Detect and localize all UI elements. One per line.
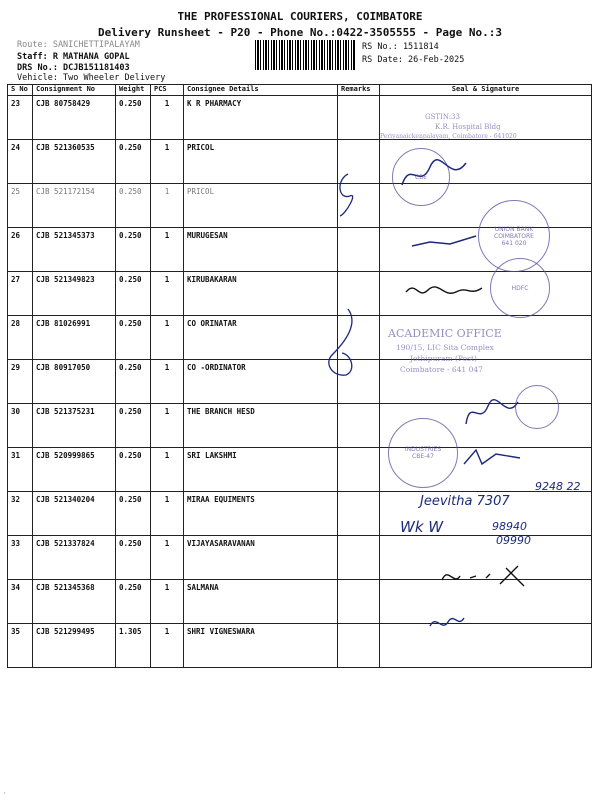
cell-consignee: MURUGESAN: [184, 228, 338, 272]
cell-consignment: CJB 521337824: [33, 536, 116, 580]
cell-pcs: 1: [151, 536, 184, 580]
cell-remarks: [338, 536, 380, 580]
company-title: THE PROFESSIONAL COURIERS, COIMBATORE: [177, 10, 423, 23]
industries-code: CBE-47: [412, 453, 434, 460]
cell-sno: 24: [8, 140, 33, 184]
academic-address: Coimbatore - 641 047: [400, 365, 483, 374]
cell-sno: 26: [8, 228, 33, 272]
signature-scribble: [404, 278, 484, 302]
cell-weight: 0.250: [116, 140, 151, 184]
cell-pcs: 1: [151, 272, 184, 316]
cell-pcs: 1: [151, 360, 184, 404]
cell-weight: 0.250: [116, 184, 151, 228]
cell-consignee: SRI LAKSHMI: [184, 448, 338, 492]
pharmacy-address-stamp: K.R. Hospital Bldg: [435, 123, 501, 131]
col-remarks: Remarks: [338, 85, 380, 96]
cell-weight: 0.250: [116, 360, 151, 404]
cell-consignment: CJB 520999865: [33, 448, 116, 492]
cell-pcs: 1: [151, 316, 184, 360]
pharmacy-address-stamp: Periyanaickenpalayam, Coimbatore - 641020: [380, 133, 517, 140]
col-consignee: Consignee Details: [184, 85, 338, 96]
pricol-stamp: CBE: [392, 148, 450, 206]
signature-scribble: [440, 562, 530, 592]
cell-sno: 29: [8, 360, 33, 404]
cell-consignee: K R PHARMACY: [184, 96, 338, 140]
col-sno: S No: [8, 85, 33, 96]
cell-consignment: CJB 521375231: [33, 404, 116, 448]
cell-weight: 0.250: [116, 536, 151, 580]
cell-pcs: 1: [151, 492, 184, 536]
cell-weight: 0.250: [116, 316, 151, 360]
staff-label: Staff: R MATHANA GOPAL: [17, 52, 130, 62]
route-label: Route: SANICHETTIPALAYAM: [17, 40, 140, 50]
col-seal-signature: Seal & Signature: [380, 85, 592, 96]
cell-remarks: [338, 228, 380, 272]
cell-remarks: [338, 448, 380, 492]
rs-date: RS Date: 26-Feb-2025: [362, 55, 465, 65]
cell-sno: 23: [8, 96, 33, 140]
cell-consignee: VIJAYASARAVANAN: [184, 536, 338, 580]
rs-number: RS No.: 1511814: [362, 42, 439, 52]
cell-pcs: 1: [151, 448, 184, 492]
handwritten-signature: Wk W: [400, 518, 444, 536]
cell-seal-signature: [380, 624, 592, 668]
cell-sno: 30: [8, 404, 33, 448]
cell-pcs: 1: [151, 624, 184, 668]
union-bank-city: COIMBATORE: [494, 232, 534, 240]
signature-scribble: [428, 612, 468, 634]
cell-weight: 0.250: [116, 448, 151, 492]
cell-sno: 34: [8, 580, 33, 624]
cell-remarks: [338, 492, 380, 536]
cell-sno: 33: [8, 536, 33, 580]
cell-consignee: THE BRANCH HESD: [184, 404, 338, 448]
remarks-mark: [334, 170, 360, 220]
barcode: [255, 40, 355, 70]
round-stamp: [515, 385, 559, 429]
handwritten-name: Jeevitha 7307: [420, 494, 510, 509]
table-row: [8, 624, 592, 668]
cell-consignee: CO ORINATAR: [184, 316, 338, 360]
col-consignment: Consignment No: [33, 85, 116, 96]
cell-consignment: CJB 521340204: [33, 492, 116, 536]
cell-sno: 35: [8, 624, 33, 668]
page-mark: ·: [3, 790, 7, 797]
cell-consignee: SHRI VIGNESWARA: [184, 624, 338, 668]
cell-weight: 0.250: [116, 580, 151, 624]
academic-address: 190/15, LIC Sita Complex: [396, 343, 494, 352]
cell-weight: 0.250: [116, 272, 151, 316]
cell-pcs: 1: [151, 96, 184, 140]
cell-consignment: CJB 521172154: [33, 184, 116, 228]
cell-sno: 28: [8, 316, 33, 360]
cell-weight: 0.250: [116, 404, 151, 448]
cell-weight: 0.250: [116, 228, 151, 272]
cell-sno: 32: [8, 492, 33, 536]
cell-weight: 0.250: [116, 96, 151, 140]
cell-consignee: SALMANA: [184, 580, 338, 624]
cell-consignee: CO -ORDINATOR: [184, 360, 338, 404]
handwritten-number: 09990: [496, 534, 531, 547]
cell-consignment: CJB 80917050: [33, 360, 116, 404]
drs-number: DRS No.: DCJB151181403: [17, 63, 130, 73]
col-pcs: PCS: [151, 85, 184, 96]
union-bank-name: UNION BANK: [494, 225, 534, 233]
cell-consignee: PRICOL: [184, 184, 338, 228]
cell-remarks: [338, 624, 380, 668]
signature-scribble: [462, 396, 522, 430]
cell-weight: 1.305: [116, 624, 151, 668]
signature-scribble: [400, 155, 470, 195]
cell-pcs: 1: [151, 228, 184, 272]
cell-pcs: 1: [151, 580, 184, 624]
cell-consignment: CJB 80758429: [33, 96, 116, 140]
cell-weight: 0.250: [116, 492, 151, 536]
table-row: [8, 316, 592, 360]
cell-consignment: CJB 521349823: [33, 272, 116, 316]
industries-stamp: [388, 418, 458, 488]
cell-consignment: CJB 521345373: [33, 228, 116, 272]
signature-scribble: [410, 228, 480, 252]
col-weight: Weight: [116, 85, 151, 96]
vehicle-label: Vehicle: Two Wheeler Delivery: [17, 73, 166, 83]
cell-remarks: [338, 404, 380, 448]
industries-name: INDUSTRIES: [404, 446, 442, 453]
cell-consignment: CJB 521299495: [33, 624, 116, 668]
union-bank-code: 641 020: [501, 239, 527, 247]
table-header: [8, 85, 592, 96]
cell-remarks: [338, 96, 380, 140]
cell-consignment: CJB 521360535: [33, 140, 116, 184]
cell-pcs: 1: [151, 184, 184, 228]
pharmacy-gstin-stamp: GSTIN:33: [425, 113, 460, 121]
cell-consignment: CJB 81026991: [33, 316, 116, 360]
cell-consignee: KIRUBAKARAN: [184, 272, 338, 316]
hdfc-stamp: HDFC: [490, 258, 550, 318]
cell-sno: 25: [8, 184, 33, 228]
cell-consignee: MIRAA EQUIMENTS: [184, 492, 338, 536]
handwritten-number: 98940: [492, 520, 527, 533]
remarks-mark: [322, 305, 362, 385]
cell-sno: 31: [8, 448, 33, 492]
cell-consignee: PRICOL: [184, 140, 338, 184]
cell-pcs: 1: [151, 140, 184, 184]
cell-consignment: CJB 521345368: [33, 580, 116, 624]
academic-address: Jothipuram (Post): [410, 354, 477, 363]
signature-scribble: [462, 444, 522, 470]
runsheet-subtitle: Delivery Runsheet - P20 - Phone No.:0422-3505555 - Page No.:3: [98, 26, 502, 39]
table-row: [8, 140, 592, 184]
handwritten-number: 9248 22: [535, 480, 581, 493]
cell-sno: 27: [8, 272, 33, 316]
cell-remarks: [338, 580, 380, 624]
cell-pcs: 1: [151, 404, 184, 448]
academic-office-stamp: ACADEMIC OFFICE: [388, 327, 502, 340]
